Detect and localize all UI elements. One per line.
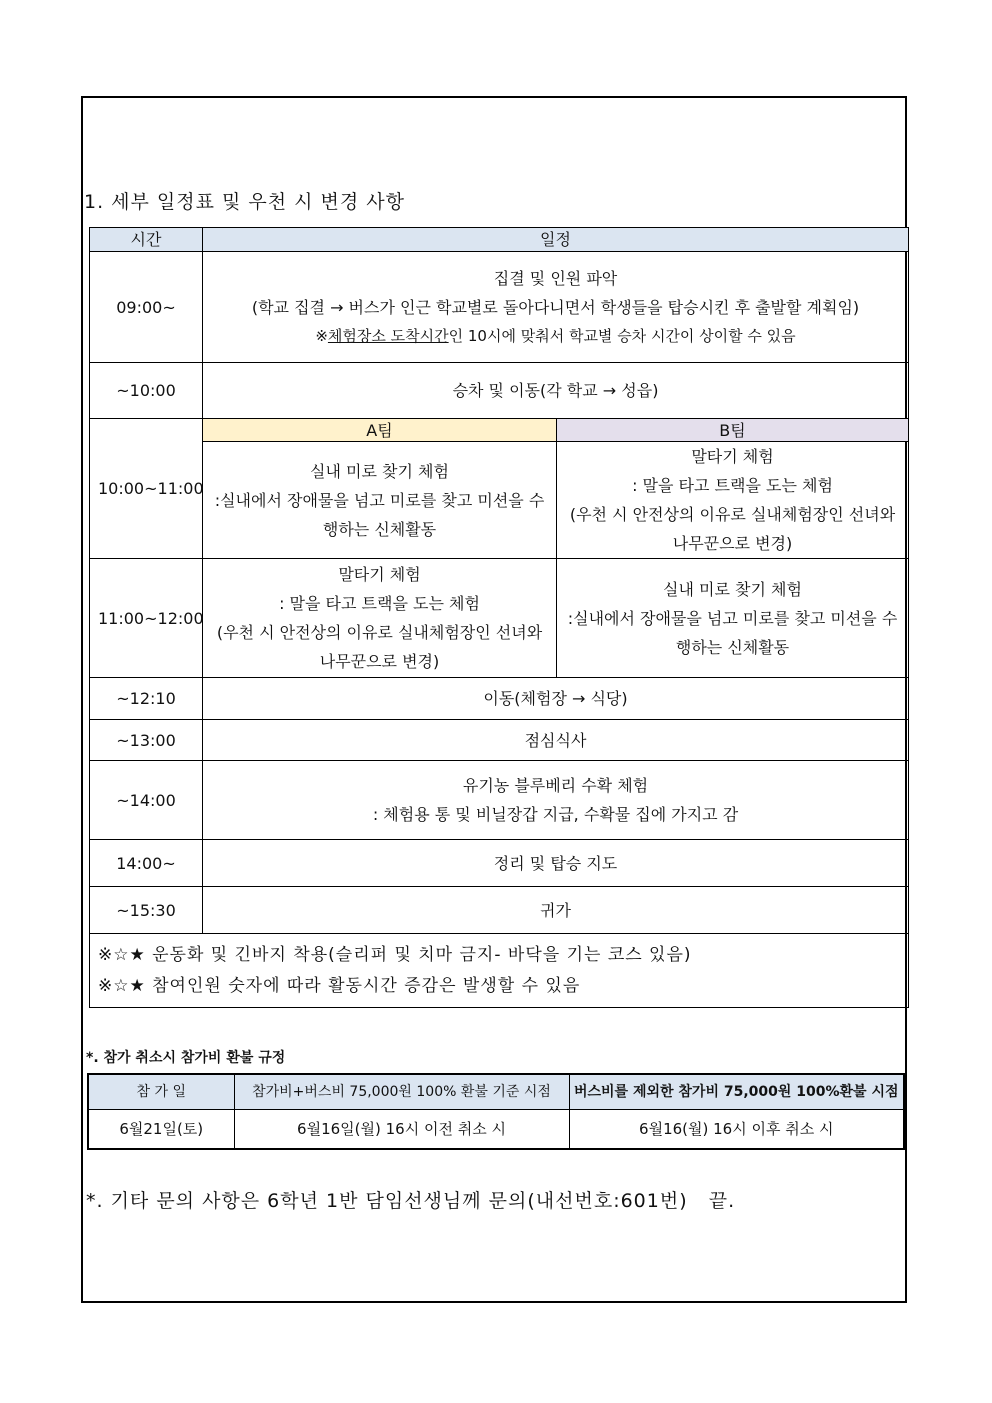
schedule-cell: 점심식사 [203, 720, 909, 761]
row1-line1: 집결 및 인원 파악 [493, 268, 618, 288]
a-rain-note: (우천 시 안전상의 이유로 실내체험장인 선녀와나무꾼으로 변경) [216, 623, 543, 671]
b-title: 말타기 체험 [691, 447, 774, 466]
header-time: 시간 [90, 228, 203, 252]
team-a-cell [203, 559, 557, 678]
schedule-cell: 귀가 [203, 887, 909, 934]
time-cell: ~12:10 [90, 678, 203, 720]
refund-col-date: 참 가 일 [88, 1074, 234, 1110]
team-b-cell [557, 559, 909, 678]
refund-col-full: 참가비+버스비 75,000원 100% 환불 기준 시점 [234, 1074, 569, 1110]
note-1: ※☆★ 운동화 및 긴바지 착용(슬리퍼 및 치마 금지- 바닥을 기는 코스 있음) [98, 944, 692, 965]
time-cell: 10:00~11:00 [90, 419, 203, 559]
b-rain-note: (우천 시 안전상의 이유로 실내체험장인 선녀와나무꾼으로 변경) [569, 505, 896, 553]
note-underlined: 체험장소 도착시간 [327, 326, 449, 345]
time-cell: ~10:00 [90, 363, 203, 419]
time-cell: ~13:00 [90, 720, 203, 761]
schedule-cell: 승차 및 이동(각 학교 → 성읍) [203, 363, 909, 419]
refund-date: 6월21일(토) [88, 1110, 234, 1150]
note-mark: ※ [315, 326, 328, 345]
schedule-cell [203, 252, 909, 363]
schedule-cell: 정리 및 탑승 지도 [203, 840, 909, 887]
refund-cond-partial: 6월16(월) 16시 이후 취소 시 [569, 1110, 904, 1150]
row7-line1: 유기농 블루베리 수확 체험 [462, 776, 649, 795]
notes-cell [90, 934, 909, 1008]
row7-line2: : 체험용 통 및 비닐장갑 지급, 수확물 집에 가지고 감 [372, 805, 739, 824]
a-title: 실내 미로 찾기 체험 [310, 461, 449, 481]
note-2: ※☆★ 참여인원 숫자에 따라 활동시간 증감은 발생할 수 있음 [98, 975, 581, 996]
time-cell: 11:00~12:00 [90, 559, 203, 678]
refund-table [87, 1073, 905, 1150]
refund-col-partial: 버스비를 제외한 참가비 75,000원 100%환불 시점 [569, 1074, 904, 1110]
section-title: 1. 세부 일정표 및 우천 시 변경 사항 [84, 191, 406, 213]
team-b-header: B팀 [557, 419, 909, 442]
b-title: 실내 미로 찾기 체험 [663, 579, 802, 599]
footer-note: *. 기타 문의 사항은 6학년 1반 담임선생님께 문의(내선번호:601번) 끝. [86, 1190, 736, 1212]
b-desc: : 말을 타고 트랙을 도는 체험 [632, 476, 833, 495]
row1-note [209, 322, 902, 351]
a-desc: :실내에서 장애물을 넘고 미로를 찾고 미션을 수행하는 신체활동 [214, 490, 545, 539]
time-cell: 14:00~ [90, 840, 203, 887]
team-a-header: A팀 [203, 419, 557, 442]
time-cell: 09:00~ [90, 252, 203, 363]
time-cell: ~15:30 [90, 887, 203, 934]
schedule-cell [203, 761, 909, 840]
refund-title: *. 참가 취소시 참가비 환불 규정 [86, 1050, 286, 1066]
schedule-table [89, 227, 909, 1008]
row1-line2: (학교 집결 → 버스가 인근 학교별로 돌아다니면서 학생들을 탑승시킨 후 출발할 계획임) [251, 297, 860, 317]
schedule-cell: 이동(체험장 → 식당) [203, 678, 909, 720]
a-desc: : 말을 타고 트랙을 도는 체험 [279, 594, 480, 613]
time-cell: ~14:00 [90, 761, 203, 840]
note-rest: 인 10시에 맞춰서 학교별 승차 시간이 상이할 수 있음 [448, 326, 796, 345]
team-b-cell [557, 442, 909, 559]
b-desc: :실내에서 장애물을 넘고 미로를 찾고 미션을 수행하는 신체활동 [567, 608, 898, 657]
team-a-cell [203, 442, 557, 559]
a-title: 말타기 체험 [338, 565, 421, 584]
refund-cond-full: 6월16일(월) 16시 이전 취소 시 [234, 1110, 569, 1150]
header-schedule: 일정 [203, 228, 909, 252]
